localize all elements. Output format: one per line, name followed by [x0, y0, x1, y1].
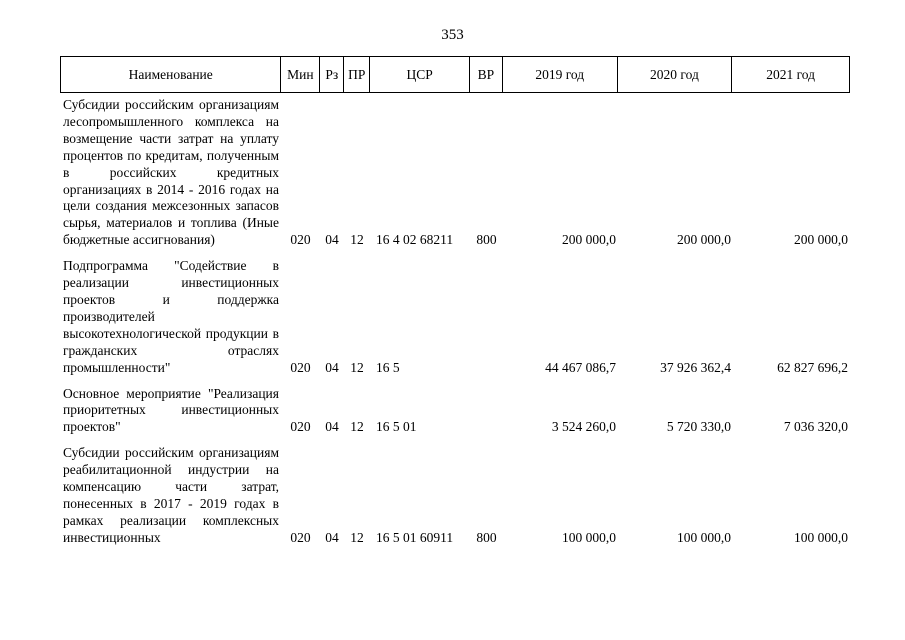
row-rz: 04 [325, 419, 339, 435]
row-rz: 04 [325, 232, 339, 248]
table-row [60, 386, 850, 437]
row-2020: 37 926 362,4 [660, 359, 731, 375]
row-pr: 12 [350, 529, 364, 545]
row-2019: 100 000,0 [562, 529, 616, 545]
row-vr: 800 [476, 529, 497, 545]
row-2019: 200 000,0 [562, 232, 616, 248]
header-vr: ВР [470, 57, 503, 92]
header-2019: 2019 год [503, 57, 618, 92]
table-body [60, 97, 850, 547]
header-csr: ЦСР [370, 57, 470, 92]
row-name: Субсидии российским организациям лесопромышленного комплекса на возмещение части затрат на уплату процентов по кредитам, полученным в российских кредитных организациях в 2014 - 2016 годах на цели создания межсезонных запасов сырья, материалов и топлива (Иные бюджетные ассигнования) [63, 97, 279, 248]
row-pr: 12 [350, 419, 364, 435]
row-name: Основное мероприятие "Реализация приоритетных инвестиционных проектов" [63, 385, 279, 435]
row-min: 020 [290, 529, 311, 545]
row-csr: 16 5 01 60911 [376, 529, 454, 545]
header-min: Мин [281, 57, 320, 92]
row-min: 020 [290, 232, 311, 248]
row-2020: 200 000,0 [677, 232, 731, 248]
row-vr: 800 [476, 232, 497, 248]
row-rz: 04 [325, 529, 339, 545]
header-2020: 2020 год [618, 57, 733, 92]
table-row [60, 445, 850, 546]
table-row [60, 97, 850, 249]
page-number: 353 [441, 27, 464, 43]
row-2019: 44 467 086,7 [545, 359, 616, 375]
row-2021: 62 827 696,2 [777, 359, 848, 375]
row-min: 020 [290, 359, 311, 375]
row-csr: 16 5 01 [376, 419, 417, 435]
table-header [60, 56, 850, 93]
header-rz: Рз [320, 57, 344, 92]
header-pr: ПР [344, 57, 370, 92]
row-min: 020 [290, 419, 311, 435]
row-rz: 04 [325, 359, 339, 375]
row-2020: 5 720 330,0 [666, 419, 731, 435]
row-2021: 200 000,0 [794, 232, 848, 248]
row-2020: 100 000,0 [677, 529, 731, 545]
row-2019: 3 524 260,0 [551, 419, 616, 435]
header-name: Наименование [61, 57, 281, 92]
row-2021: 100 000,0 [794, 529, 848, 545]
row-pr: 12 [350, 359, 364, 375]
page-crop-mask [0, 592, 905, 640]
row-2021: 7 036 320,0 [783, 419, 848, 435]
row-pr: 12 [350, 232, 364, 248]
row-name: Субсидии российским организациям реабилитационной индустрии на компенсацию части затрат, понесенных в 2017 - 2019 годах в рамках реализации комплексных инвестиционных [63, 445, 279, 545]
table-row [60, 258, 850, 376]
row-name: Подпрограмма "Содействие в реализации инвестиционных проектов и поддержка производителей высокотехнологической продукции в гражданских отраслях промышленности" [63, 258, 279, 375]
row-csr: 16 4 02 68211 [376, 232, 454, 248]
header-2021: 2021 год [766, 66, 816, 82]
row-csr: 16 5 [376, 359, 400, 375]
